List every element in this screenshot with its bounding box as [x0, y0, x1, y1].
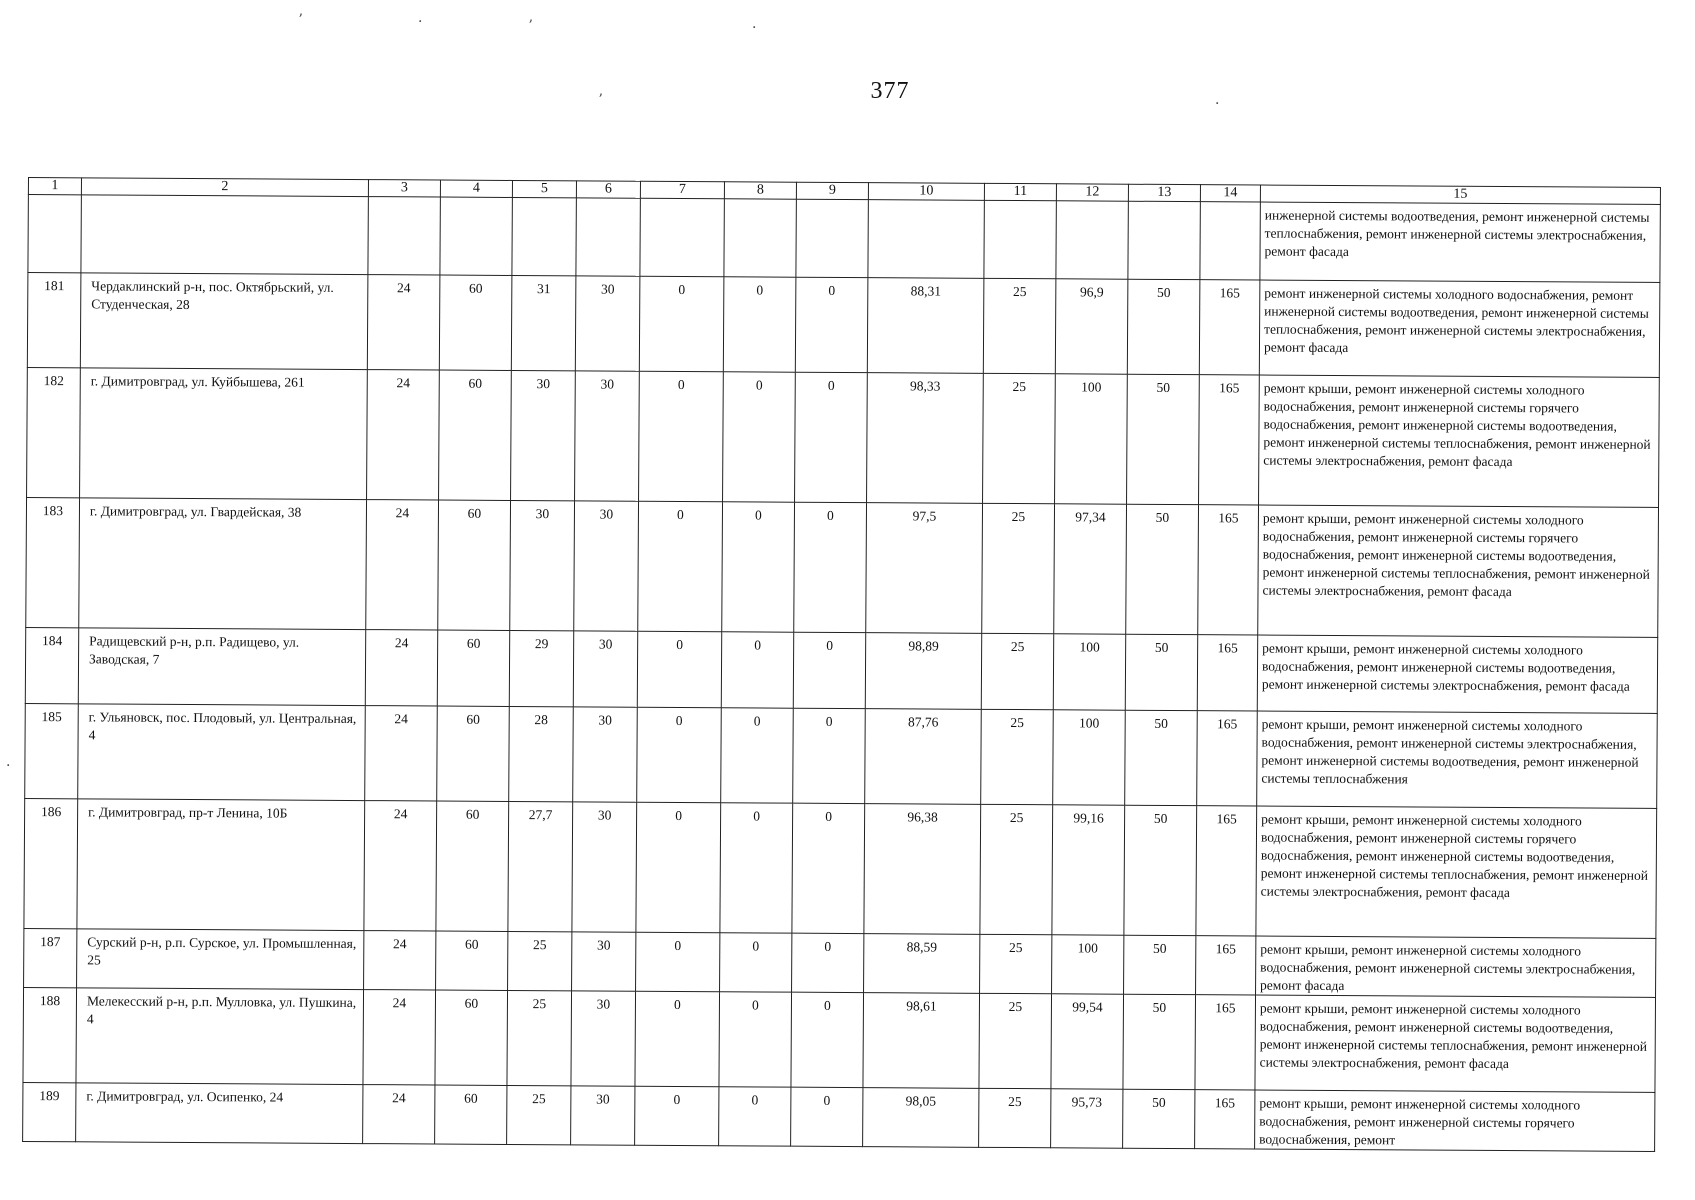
address-cell: Чердаклинский р-н, пос. Октябрьский, ул. Студенческая, 28 [80, 273, 368, 370]
value-cell: 0 [723, 277, 796, 372]
value-cell: 30 [572, 802, 637, 932]
value-cell: 0 [791, 992, 864, 1087]
value-cell: 0 [792, 933, 864, 992]
table-body [23, 195, 1661, 1152]
column-header: 9 [796, 182, 868, 199]
value-cell: 98,61 [863, 993, 980, 1089]
value-cell: 60 [439, 370, 512, 500]
row-number-cell: 182 [27, 367, 81, 497]
table-row [25, 703, 1658, 808]
table-row [27, 367, 1660, 507]
value-cell: 25 [980, 804, 1053, 934]
scan-speck: · [752, 20, 757, 36]
value-cell: 0 [794, 502, 867, 632]
value-cell [1056, 201, 1128, 279]
value-cell [1128, 201, 1200, 279]
row-number-cell: 183 [26, 497, 80, 627]
value-cell: 0 [721, 632, 793, 708]
table-row [23, 1082, 1655, 1151]
value-cell: 30 [571, 1086, 635, 1145]
works-description-cell: инженерной системы водоотведения, ремонт инженерной системы теплоснабжения, ремонт инженерной системы электроснабжения, ремонт фасада [1260, 202, 1660, 282]
value-cell: 50 [1123, 1089, 1195, 1148]
works-description-cell: ремонт крыши, ремонт инженерной системы холодного водоснабжения, ремонт инженерной системы электроснабжения, ремонт инженерной системы водоотведения, ремонт инженерной системы теплоснабжения [1257, 711, 1658, 808]
value-cell [724, 199, 796, 277]
column-header: 5 [512, 180, 576, 197]
value-cell: 0 [719, 992, 792, 1087]
works-description-cell: ремонт крыши, ремонт инженерной системы холодного водоснабжения, ремонт инженерной системы горячего водоснабжения, ремонт [1255, 1090, 1655, 1151]
value-cell: 25 [979, 1088, 1051, 1147]
value-cell: 30 [574, 501, 639, 631]
value-cell: 60 [437, 630, 509, 706]
row-number-cell: 181 [27, 273, 81, 368]
value-cell: 100 [1053, 634, 1125, 710]
value-cell: 30 [573, 631, 637, 707]
value-cell: 87,76 [865, 709, 982, 805]
row-number-cell: 187 [24, 928, 77, 987]
column-header: 1 [28, 178, 81, 195]
value-cell: 25 [507, 990, 572, 1085]
page-number: 377 [870, 78, 910, 104]
value-cell: 24 [366, 500, 439, 630]
value-cell: 25 [508, 931, 572, 990]
value-cell: 60 [436, 931, 508, 990]
column-header: 8 [724, 182, 796, 199]
value-cell: 95,73 [1051, 1089, 1123, 1148]
value-cell: 31 [511, 275, 576, 370]
row-number-cell: 184 [25, 627, 78, 703]
value-cell: 99,54 [1051, 994, 1124, 1089]
value-cell [440, 197, 512, 275]
value-cell: 60 [437, 706, 510, 801]
value-cell: 0 [637, 631, 721, 708]
value-cell: 25 [983, 373, 1056, 503]
table-row [26, 497, 1659, 637]
table-row [25, 627, 1657, 713]
value-cell: 30 [575, 371, 640, 501]
value-cell: 98,33 [867, 373, 984, 504]
value-cell: 165 [1196, 936, 1256, 995]
address-cell: г. Ульяновск, пос. Плодовый, ул. Центральная, 4 [78, 704, 366, 801]
row-number-cell: 185 [25, 703, 79, 798]
column-header: 4 [440, 180, 512, 197]
value-cell: 0 [637, 707, 722, 803]
value-cell: 98,89 [865, 633, 981, 710]
scan-speck: ʼ [528, 18, 533, 34]
scan-speck: · [418, 14, 423, 30]
value-cell: 30 [510, 500, 575, 630]
value-cell: 165 [1195, 995, 1256, 1090]
works-description-cell: ремонт крыши, ремонт инженерной системы холодного водоснабжения, ремонт инженерной системы электроснабжения, ремонт фасада [1256, 936, 1656, 997]
value-cell: 60 [436, 801, 509, 931]
value-cell: 24 [367, 275, 440, 370]
value-cell: 25 [979, 993, 1052, 1088]
value-cell [368, 197, 440, 275]
value-cell: 30 [571, 991, 636, 1086]
value-cell: 50 [1126, 504, 1199, 634]
row-number-cell [28, 195, 81, 273]
value-cell: 100 [1052, 935, 1124, 994]
address-cell: г. Димитровград, ул. Куйбышева, 261 [80, 368, 368, 500]
row-number-cell: 186 [24, 798, 78, 928]
value-cell: 97,5 [866, 503, 983, 634]
value-cell: 28 [509, 706, 574, 801]
column-header: 6 [576, 181, 640, 198]
value-cell: 24 [367, 370, 440, 500]
column-header: 15 [1260, 185, 1660, 204]
value-cell [984, 200, 1056, 278]
scan-speck: · [1215, 96, 1220, 112]
column-header: 11 [984, 183, 1056, 200]
value-cell: 0 [720, 803, 793, 933]
value-cell: 165 [1199, 280, 1260, 375]
address-cell: Мелекесский р-н, р.п. Мулловка, ул. Пушкина, 4 [76, 988, 364, 1085]
value-cell: 60 [438, 500, 511, 630]
value-cell: 165 [1197, 711, 1258, 806]
value-cell: 27,7 [508, 801, 573, 931]
value-cell: 0 [795, 277, 868, 372]
value-cell: 30 [572, 932, 636, 991]
value-cell [1200, 202, 1260, 280]
value-cell: 96,38 [864, 804, 981, 935]
address-cell: Радищевский р-н, р.п. Радищево, ул. Заводская, 7 [78, 628, 365, 706]
value-cell: 25 [981, 709, 1054, 804]
table-row [24, 798, 1657, 938]
repair-program-table-wrapper [22, 177, 1660, 1152]
value-cell: 165 [1199, 375, 1260, 505]
scan-speck: ʼ [298, 12, 303, 28]
column-header: 14 [1200, 185, 1260, 202]
column-header: 13 [1128, 184, 1200, 201]
value-cell: 60 [439, 275, 512, 370]
value-cell: 0 [635, 991, 720, 1087]
value-cell: 0 [722, 502, 795, 632]
address-cell: г. Димитровград, пр-т Ленина, 10Б [77, 799, 365, 931]
works-description-cell: ремонт инженерной системы холодного водоснабжения, ремонт инженерной системы водоотведения, ремонт инженерной системы теплоснабжения, ремонт инженерной системы электроснабжения, ремонт фасада [1259, 280, 1660, 377]
value-cell: 50 [1124, 805, 1197, 935]
value-cell: 50 [1127, 279, 1200, 374]
value-cell: 0 [793, 632, 865, 708]
value-cell: 24 [363, 1085, 435, 1144]
value-cell [868, 200, 984, 279]
row-number-cell: 188 [23, 987, 77, 1082]
value-cell: 98,05 [863, 1088, 979, 1148]
column-header: 10 [868, 183, 984, 201]
value-cell: 0 [720, 933, 792, 992]
value-cell: 0 [795, 372, 868, 502]
table-row [23, 987, 1656, 1092]
value-cell: 88,59 [864, 934, 980, 994]
works-description-cell: ремонт крыши, ремонт инженерной системы холодного водоснабжения, ремонт инженерной системы горячего водоснабжения, ремонт инженерной системы водоотведения, ремонт инженерной системы теплоснабжения, ремонт инженерной системы электроснабжения, ремонт фасада [1259, 375, 1660, 507]
value-cell: 25 [982, 503, 1055, 633]
value-cell: 0 [723, 372, 796, 502]
works-description-cell: ремонт крыши, ремонт инженерной системы холодного водоснабжения, ремонт инженерной системы горячего водоснабжения, ремонт инженерной системы водоотведения, ремонт инженерной системы теплоснабжения, ремонт инженерной системы электроснабжения, ремонт фасада [1256, 806, 1657, 938]
works-description-cell: ремонт крыши, ремонт инженерной системы холодного водоснабжения, ремонт инженерной системы водоотведения, ремонт инженерной системы электроснабжения, ремонт фасада [1257, 635, 1657, 713]
table-row [28, 195, 1660, 283]
value-cell: 0 [721, 708, 794, 803]
works-description-cell: ремонт крыши, ремонт инженерной системы холодного водоснабжения, ремонт инженерной системы горячего водоснабжения, ремонт инженерной системы водоотведения, ремонт инженерной системы теплоснабжения, ремонт инженерной системы электроснабжения, ремонт фасада [1258, 505, 1659, 637]
value-cell: 0 [792, 803, 865, 933]
value-cell: 88,31 [867, 278, 984, 374]
address-cell: Сурский р-н, р.п. Сурское, ул. Промышленная, 25 [77, 929, 364, 990]
value-cell: 165 [1195, 1090, 1255, 1149]
address-cell: г. Димитровград, ул. Гвардейская, 38 [79, 498, 367, 630]
column-header: 2 [81, 178, 368, 197]
value-cell: 100 [1055, 374, 1128, 504]
value-cell: 0 [719, 1087, 791, 1146]
value-cell: 99,16 [1052, 805, 1125, 935]
value-cell: 0 [635, 1086, 719, 1146]
value-cell: 165 [1196, 806, 1257, 936]
value-cell: 60 [435, 1085, 507, 1144]
value-cell [796, 199, 868, 277]
value-cell: 0 [793, 708, 866, 803]
column-header: 7 [640, 181, 724, 199]
value-cell: 25 [981, 633, 1053, 709]
value-cell: 24 [365, 706, 438, 801]
column-header: 3 [368, 180, 440, 197]
value-cell: 0 [639, 371, 724, 502]
value-cell: 30 [573, 707, 638, 802]
value-cell: 24 [365, 630, 437, 706]
value-cell: 25 [983, 278, 1056, 373]
column-header: 12 [1056, 184, 1128, 201]
value-cell: 30 [575, 276, 640, 371]
value-cell: 0 [636, 802, 721, 933]
repair-program-table [22, 177, 1661, 1152]
value-cell [640, 198, 724, 277]
value-cell: 50 [1127, 374, 1200, 504]
address-cell [81, 195, 368, 275]
value-cell [512, 197, 576, 275]
table-row [24, 928, 1656, 997]
value-cell: 0 [638, 501, 723, 632]
value-cell: 24 [364, 801, 437, 931]
value-cell: 0 [636, 932, 720, 992]
value-cell: 50 [1123, 994, 1196, 1089]
value-cell: 0 [639, 276, 724, 372]
row-number-cell: 189 [23, 1082, 76, 1141]
scan-speck: ʼ [598, 92, 603, 108]
value-cell: 97,34 [1054, 504, 1127, 634]
value-cell: 29 [509, 630, 573, 706]
value-cell: 30 [511, 370, 576, 500]
table-row [27, 273, 1660, 378]
scan-speck: · [6, 758, 11, 774]
value-cell: 50 [1125, 710, 1198, 805]
value-cell: 50 [1125, 634, 1197, 710]
value-cell: 100 [1053, 710, 1126, 805]
value-cell: 165 [1197, 635, 1257, 711]
value-cell: 96,9 [1055, 279, 1128, 374]
value-cell: 0 [791, 1087, 863, 1146]
value-cell: 50 [1124, 935, 1196, 994]
value-cell: 60 [435, 990, 508, 1085]
value-cell: 165 [1198, 505, 1259, 635]
works-description-cell: ремонт крыши, ремонт инженерной системы холодного водоснабжения, ремонт инженерной системы водоотведения, ремонт инженерной системы теплоснабжения, ремонт инженерной системы электроснабжения, ремонт фасада [1255, 995, 1656, 1092]
value-cell: 24 [363, 990, 436, 1085]
value-cell: 25 [980, 934, 1052, 993]
value-cell: 24 [364, 931, 436, 990]
value-cell [576, 198, 640, 276]
address-cell: г. Димитровград, ул. Осипенко, 24 [76, 1083, 363, 1144]
value-cell: 25 [507, 1085, 571, 1144]
